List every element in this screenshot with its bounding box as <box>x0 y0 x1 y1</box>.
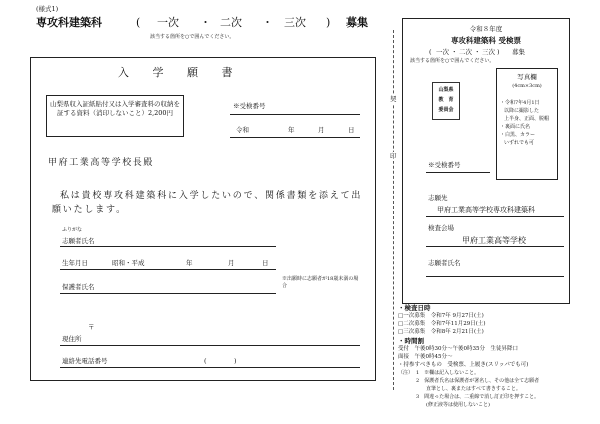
guardian-note: ※出願時に志願者が18歳未満の場合 <box>282 276 359 289</box>
timetable-row: 受付 午後0時30分～午後0時35分 生徒昇降口 <box>398 346 518 352</box>
birthdate-day: 日 <box>262 259 269 267</box>
address-label: 現住所 <box>62 335 82 343</box>
ticket-dot: ・ <box>474 48 481 56</box>
ticket-choice-first[interactable]: 一次 <box>436 48 449 56</box>
photo-note: 上半身、正面、脱帽 <box>504 116 550 122</box>
phone-paren-open: ( <box>204 357 207 365</box>
note-line: 2 保護者氏名は保護者が署名し、その他は全て志願者 <box>416 378 540 384</box>
header-title: 専攻科建築科 <box>36 16 102 29</box>
ticket-choice-third[interactable]: 三次 <box>482 48 495 56</box>
stamp-box-text: 山梨県収入証紙貼付又は入学審査料の収納を証する資料（消印しないこと）2,200円 <box>50 100 180 117</box>
choice-first[interactable]: 一次 <box>157 16 179 29</box>
ticket-year: 令和８年度 <box>469 25 503 33</box>
seal-line: 教 育 <box>438 97 454 103</box>
ticket-applicant-name-label: 志願者氏名 <box>428 259 461 267</box>
photo-note: いずれでも可 <box>504 140 535 146</box>
perforation-label-bottom: 印 <box>390 152 397 160</box>
applicant-name-field[interactable] <box>60 246 276 247</box>
receipt-number-field[interactable] <box>230 114 360 115</box>
apply-to-value: 甲府工業高等学校専攻科建築科 <box>437 206 535 214</box>
seal-line: 山梨県 <box>438 87 454 93</box>
receipt-number-label: ※受検番号 <box>233 102 266 110</box>
venue-value: 甲府工業高等学校 <box>462 236 526 245</box>
guardian-name-field[interactable] <box>60 293 276 294</box>
timetable-heading: ・時間割 <box>398 337 424 345</box>
guardian-name-label: 保護者氏名 <box>62 283 95 291</box>
furigana-label: ふりがな <box>62 227 83 233</box>
note-line: 直筆とし、裏またはすべて書きすること。 <box>416 386 521 392</box>
header-instruction: 該当する箇所を○で囲んでください。 <box>150 34 235 40</box>
birthdate-year: 年 <box>186 259 193 267</box>
application-statement: 私は貴校専攻科建築科に入学したいので、関係書類を添えて出願いたします。 <box>52 191 363 215</box>
perforation-line <box>393 30 394 390</box>
phone-paren-close: ) <box>234 357 237 365</box>
date-field[interactable] <box>230 137 360 138</box>
ticket-exam-number-field[interactable] <box>426 172 490 173</box>
phone-field[interactable] <box>60 367 360 368</box>
phone-label: 連絡先電話番号 <box>62 357 108 365</box>
addressee: 甲府工業高等学校長殿 <box>48 158 155 168</box>
form-number: (様式1) <box>36 5 59 13</box>
perforation-label-top: 契 <box>390 95 397 103</box>
photo-note: ・白黒、カラー <box>500 132 536 138</box>
venue-label: 検査会場 <box>428 224 454 232</box>
photo-size: (4cm×3cm) <box>512 83 542 89</box>
ticket-dot: ・ <box>451 48 458 56</box>
header-bracket-close: ) <box>326 16 331 29</box>
ticket-bracket-close: ) <box>497 48 500 56</box>
address-field[interactable] <box>60 345 360 346</box>
apply-to-label: 志願先 <box>428 194 448 202</box>
header-bracket-open: ( <box>136 16 141 29</box>
ticket-title: 専攻科建築科 受検票 <box>450 36 522 45</box>
bring-items: ・持参すべきもの 受検票、上履き(スリッパでも可) <box>398 362 529 368</box>
choice-second[interactable]: 二次 <box>220 16 242 29</box>
applicant-name-label: 志願者氏名 <box>62 237 95 245</box>
header-dot: ・ <box>262 16 273 29</box>
ticket-choice-second[interactable]: 二次 <box>459 48 472 56</box>
seal-line: 委員会 <box>438 107 454 113</box>
date-day: 日 <box>348 126 355 134</box>
header-dot: ・ <box>200 16 211 29</box>
postal-mark: 〒 <box>88 323 95 331</box>
ticket-bracket-open: ( <box>429 48 432 56</box>
date-year: 年 <box>288 126 295 134</box>
choice-third[interactable]: 三次 <box>284 16 306 29</box>
birthdate-label: 生年月日 <box>62 259 88 267</box>
schedule-row: □二次募集 令和7年11月29日(土) <box>398 321 486 327</box>
birthdate-era[interactable]: 昭和・平成 <box>112 259 145 267</box>
note-line: 1 ※欄は記入しないこと。 <box>416 370 480 376</box>
timetable-row: 面接 午後0時45分～ <box>398 354 453 360</box>
schedule-row: □一次募集 令和7年 9月27日(土) <box>398 313 484 319</box>
venue-field <box>426 246 564 247</box>
photo-title: 写真欄 <box>517 73 537 81</box>
header-recruit: 募集 <box>346 16 368 29</box>
notes-heading: （注） <box>398 370 414 376</box>
note-line: 3 間違った場合は、二重線で消し訂正印を押すこと。 <box>416 394 540 400</box>
ticket-instruction: 該当する箇所を○で囲んでください。 <box>410 58 495 64</box>
apply-to-field <box>426 216 564 217</box>
form-title: 入 学 願 書 <box>118 66 243 79</box>
schedule-row: □三次募集 令和8年 2月21日(土) <box>398 329 484 335</box>
date-era: 令和 <box>236 126 249 134</box>
date-month: 月 <box>318 126 325 134</box>
photo-note: ・令和7年4月1日 <box>500 100 540 106</box>
photo-note: ・裏面に氏名 <box>500 124 531 130</box>
photo-note: 以降に撮影した <box>504 108 540 114</box>
ticket-exam-number-label: ※受検番号 <box>428 161 461 169</box>
birthdate-month: 月 <box>228 259 235 267</box>
ticket-applicant-name-field[interactable] <box>426 276 564 277</box>
schedule-heading: ・検査日時 <box>398 304 431 312</box>
birthdate-field[interactable] <box>60 269 276 270</box>
ticket-recruit: 募集 <box>512 48 525 56</box>
note-line: (修正液等は使用しないこと) <box>416 402 490 408</box>
